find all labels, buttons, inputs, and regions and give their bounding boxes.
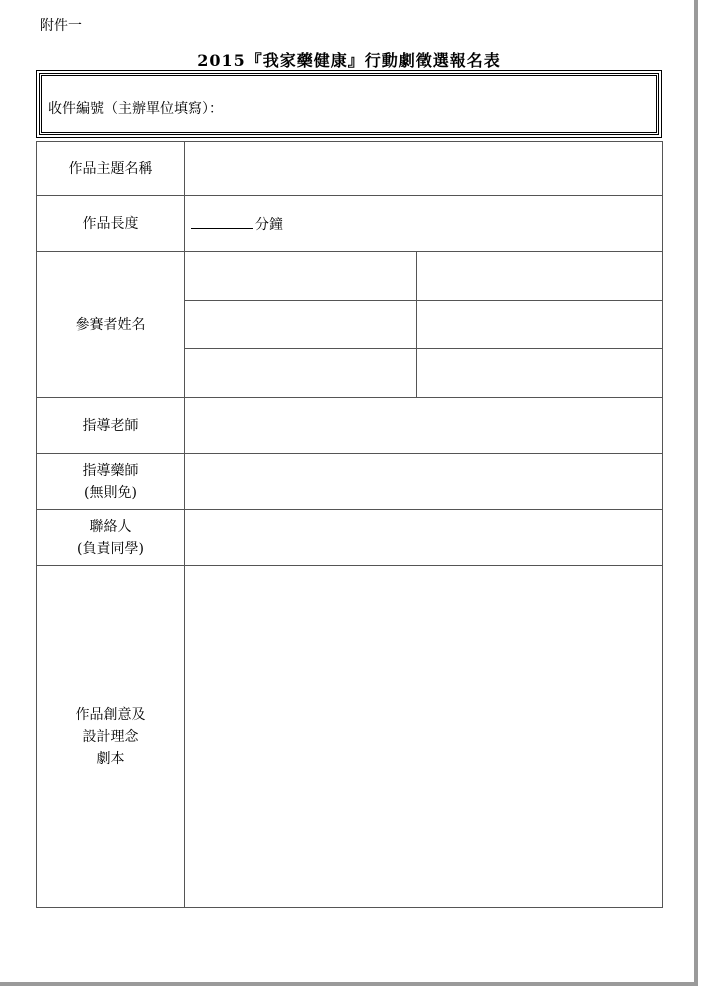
teacher-label: 指導老師 [37, 398, 185, 454]
participant-name-cell-1[interactable] [185, 252, 417, 301]
receipt-number-label: 收件編號（主辦單位填寫）： [48, 101, 223, 117]
contact-field[interactable] [185, 510, 663, 566]
pharmacist-field[interactable] [185, 454, 663, 510]
participant-name-cell-5[interactable] [185, 349, 417, 398]
theme-label: 作品主題名稱 [37, 142, 185, 196]
participants-row-1 [37, 252, 663, 301]
pharmacist-label-line-2: (無則免) [84, 484, 137, 501]
concept-label-line-2: 設計理念 [82, 728, 139, 745]
registration-form-table [36, 141, 663, 908]
contact-row [37, 510, 663, 566]
concept-label-line-3: 劇本 [96, 750, 125, 767]
participants-label: 參賽者姓名 [37, 252, 185, 398]
concept-label-line-1: 作品創意及 [75, 706, 146, 723]
participant-name-cell-3[interactable] [185, 301, 417, 349]
participant-name-cell-4[interactable] [417, 301, 663, 349]
receipt-number-box [36, 70, 662, 138]
concept-field[interactable] [185, 566, 663, 908]
concept-row [37, 566, 663, 908]
length-unit: 分鐘 [255, 216, 283, 233]
theme-field[interactable] [185, 142, 663, 196]
pharmacist-label-line-1: 指導藥師 [82, 462, 139, 479]
participant-name-cell-2[interactable] [417, 252, 663, 301]
pharmacist-label [37, 454, 185, 510]
contact-label-line-2: (負責同學) [77, 540, 144, 557]
length-field[interactable] [185, 196, 663, 252]
length-label: 作品長度 [37, 196, 185, 252]
theme-row [37, 142, 663, 196]
length-blank[interactable] [191, 214, 253, 229]
teacher-row [37, 398, 663, 454]
concept-label [37, 566, 185, 908]
length-row [37, 196, 663, 252]
pharmacist-row [37, 454, 663, 510]
contact-label [37, 510, 185, 566]
attachment-label: 附件一 [40, 18, 82, 34]
teacher-field[interactable] [185, 398, 663, 454]
form-title: 2015『我家藥健康』行動劇徵選報名表 [197, 51, 501, 70]
participant-name-cell-6[interactable] [417, 349, 663, 398]
contact-label-line-1: 聯絡人 [89, 518, 132, 535]
